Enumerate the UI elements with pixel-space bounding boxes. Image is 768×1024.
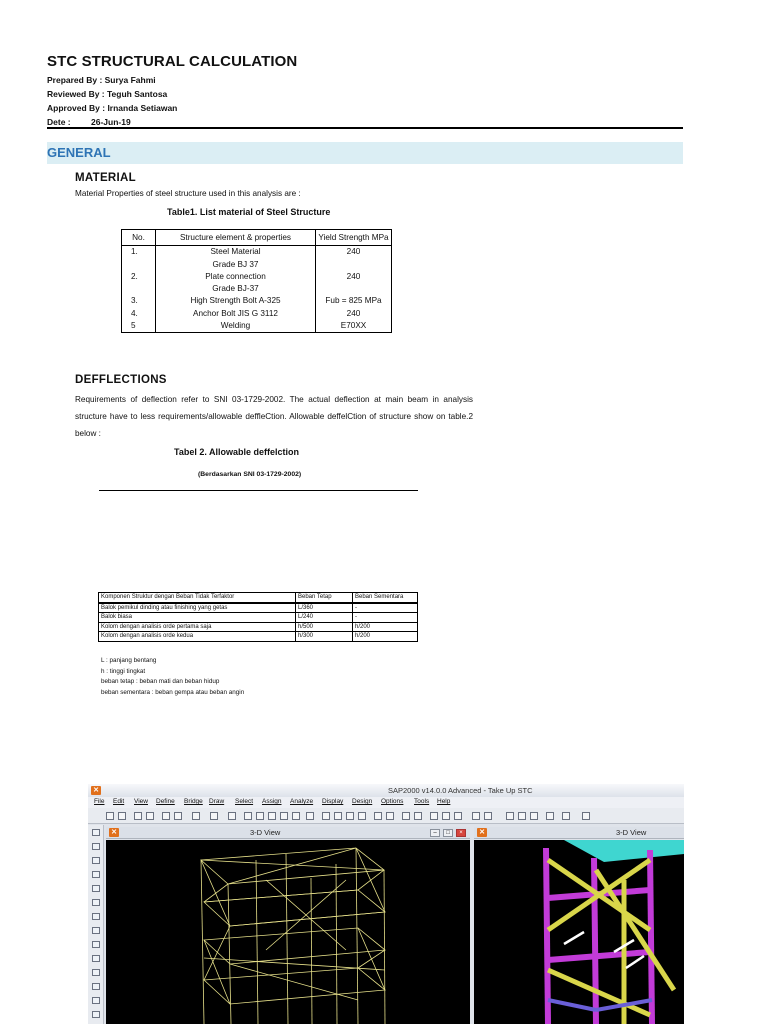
- menu-select[interactable]: Select: [235, 798, 254, 805]
- note-line: beban tetap : beban mati dan beban hidup: [101, 678, 220, 685]
- table2-header-sementara: Beban Sementara: [353, 593, 418, 603]
- monitor-icon[interactable]: [582, 812, 590, 820]
- left-pane-title: 3-D View: [250, 828, 281, 837]
- table1-cell-element: High Strength Bolt A-325: [156, 295, 316, 307]
- table-row: [99, 603, 418, 613]
- table1-cell-value: Fub = 825 MPa: [316, 295, 392, 307]
- table2-cell-component: Kolom dengan analisis orde pertama saja: [99, 622, 296, 632]
- date-value: 26-Jun-19: [91, 117, 131, 127]
- table-row: [122, 295, 392, 307]
- table1-header-element: Structure element & properties: [156, 230, 316, 246]
- open-file-icon[interactable]: [118, 812, 126, 820]
- display-options-icon[interactable]: [402, 812, 410, 820]
- quick-frame-icon[interactable]: [92, 899, 100, 906]
- header-divider: [47, 127, 683, 129]
- material-table: [121, 229, 392, 333]
- table1-cell-value: 240: [316, 308, 392, 320]
- left-pane-header: [106, 827, 470, 839]
- plan-view-icon[interactable]: [530, 812, 538, 820]
- table2-header-component: Komponen Struktur dengan Beban Tidak Terfaktor: [99, 593, 296, 603]
- menu-assign[interactable]: Assign: [262, 798, 282, 805]
- elevation-view-icon[interactable]: [546, 812, 554, 820]
- deflections-paragraph: Requirements of deflection refer to SNI 03-1729-2002. The actual deflection at main beam in analysis structure have to less requirements/allowable deffleCtion. Allowable deffelCtion of structure show on table.2 below :: [75, 395, 473, 438]
- sap2000-window: [88, 784, 684, 1024]
- material-intro: Material Properties of steel structure used in this analysis are :: [75, 189, 301, 198]
- table1-caption: Table1. List material of Steel Structure: [167, 207, 331, 217]
- prepared-by: Prepared By : Surya Fahmi: [47, 75, 156, 85]
- table1-cell-value: 240: [316, 271, 392, 283]
- undo-icon[interactable]: [162, 812, 170, 820]
- deflection-notes: [101, 656, 244, 698]
- rubber-band-zoom-icon[interactable]: [244, 812, 252, 820]
- approved-by: Approved By : Irnanda Setiawan: [47, 103, 178, 113]
- deflection-table: [98, 592, 418, 642]
- section-general: [47, 142, 683, 164]
- 3d-view-icon[interactable]: [306, 812, 314, 820]
- frame-icon[interactable]: [484, 812, 492, 820]
- table-row: [122, 283, 392, 295]
- table1-cell-element: Steel Material: [156, 246, 316, 259]
- table-row: [122, 320, 392, 333]
- up-arrow-icon[interactable]: [374, 812, 382, 820]
- sap-left-toolbar: [88, 825, 104, 1024]
- table2-cell-sementara: -: [353, 603, 418, 613]
- table2-subcaption: (Berdasarkan SNI 03-1729-2002): [198, 471, 302, 478]
- table-row: [99, 632, 418, 642]
- sap-window-title: SAP2000 v14.0.0 Advanced - Take Up STC: [388, 786, 533, 795]
- note-line: h : tinggi tingkat: [101, 667, 146, 675]
- minimize-icon[interactable]: –: [430, 829, 440, 837]
- table1-cell-element: Plate connection: [156, 271, 316, 283]
- deflections-heading: DEFFLECTIONS: [75, 374, 167, 386]
- right-pane-header: [474, 827, 684, 839]
- select-all-icon[interactable]: [92, 969, 100, 976]
- run-analysis-icon[interactable]: [228, 812, 236, 820]
- yz-view-icon[interactable]: [346, 812, 354, 820]
- show-stress-icon[interactable]: [454, 812, 462, 820]
- note-line: beban sementara : beban gempa atau beban angin: [101, 688, 245, 696]
- right-3d-view[interactable]: [474, 840, 684, 1024]
- table1-cell-element: Grade BJ-37: [156, 283, 316, 295]
- draw-joint-icon[interactable]: [92, 857, 100, 864]
- table2-header-tetap: Beban Tetap: [296, 593, 353, 603]
- wireframe-model: [106, 840, 470, 1024]
- draw-shell-icon[interactable]: [92, 927, 100, 934]
- material-heading: MATERIAL: [75, 172, 136, 184]
- new-file-icon[interactable]: [106, 812, 114, 820]
- grid-icon[interactable]: [518, 812, 526, 820]
- zoom-full-icon[interactable]: [256, 812, 264, 820]
- rendered-model: [474, 840, 684, 1024]
- table1-cell-no: 5: [122, 320, 156, 333]
- table2-cell-tetap: h/300: [296, 632, 353, 642]
- table1-cell-element: Welding: [156, 320, 316, 333]
- sap-app-icon: ✕: [91, 786, 101, 795]
- left-3d-view[interactable]: [106, 840, 470, 1024]
- down-arrow-icon[interactable]: [386, 812, 394, 820]
- table1-cell-element: Anchor Bolt JIS G 3112: [156, 308, 316, 320]
- clear-selection-icon[interactable]: [92, 997, 100, 1004]
- zoom-out-icon[interactable]: [280, 812, 288, 820]
- show-forces-icon[interactable]: [442, 812, 450, 820]
- table-row: [122, 259, 392, 271]
- table-row: [99, 622, 418, 632]
- draw-frame-icon[interactable]: [92, 871, 100, 878]
- table1-cell-no: [122, 283, 156, 295]
- right-pane-title: 3-D View: [616, 828, 647, 837]
- section-cut-icon[interactable]: [506, 812, 514, 820]
- close-icon[interactable]: ×: [456, 829, 466, 837]
- table2-cell-component: Balok pemikul dinding atau finishing yang getas: [99, 603, 296, 613]
- pane-app-icon: ✕: [109, 828, 119, 837]
- table1-cell-no: 4.: [122, 308, 156, 320]
- table1-cell-value: 240: [316, 246, 392, 259]
- table2-cell-tetap: h/500: [296, 622, 353, 632]
- table2-cell-tetap: L/360: [296, 603, 353, 613]
- note-line: L : panjang bentang: [101, 657, 157, 664]
- zoom-in-icon[interactable]: [268, 812, 276, 820]
- table-row: [122, 308, 392, 320]
- table-row: [122, 246, 392, 259]
- maximize-icon[interactable]: □: [443, 829, 453, 837]
- menu-tools[interactable]: Tools: [414, 798, 430, 805]
- draw-area-icon[interactable]: [92, 913, 100, 920]
- table2-cell-component: Kolom dengan analisis orde kedua: [99, 632, 296, 642]
- xy-view-icon[interactable]: [322, 812, 330, 820]
- menu-design[interactable]: Design: [352, 798, 373, 805]
- draw-link-icon[interactable]: [92, 955, 100, 962]
- reshape-icon[interactable]: [92, 843, 100, 850]
- nv-view-icon[interactable]: [358, 812, 366, 820]
- table1-cell-value: [316, 259, 392, 271]
- table1-cell-no: 2.: [122, 271, 156, 283]
- date-label: Dete :: [47, 117, 71, 127]
- table1-cell-element: Grade BJ 37: [156, 259, 316, 271]
- refresh-icon[interactable]: [414, 812, 422, 820]
- table2-cell-sementara: h/200: [353, 632, 418, 642]
- text-cursor-icon[interactable]: [562, 812, 570, 820]
- table1-header-yield: Yield Strength MPa: [316, 230, 392, 246]
- save-icon[interactable]: [134, 812, 142, 820]
- menu-options[interactable]: Options: [381, 798, 404, 805]
- menu-draw[interactable]: Draw: [209, 798, 225, 805]
- draw-solid-icon[interactable]: [92, 941, 100, 948]
- previous-selection-icon[interactable]: [92, 983, 100, 990]
- design-icon[interactable]: [472, 812, 480, 820]
- reviewed-by: Reviewed By : Teguh Santosa: [47, 89, 168, 99]
- deformed-shape-icon[interactable]: [430, 812, 438, 820]
- menu-define[interactable]: Define: [156, 798, 175, 805]
- menu-view[interactable]: View: [134, 798, 148, 805]
- menu-analyze[interactable]: Analyze: [290, 798, 314, 805]
- section-general-heading: GENERAL: [47, 145, 111, 160]
- table1-cell-no: 3.: [122, 295, 156, 307]
- sap-title-bar: [88, 784, 684, 797]
- lock-icon[interactable]: [210, 812, 218, 820]
- xz-view-icon[interactable]: [334, 812, 342, 820]
- table-row: [122, 271, 392, 283]
- table2-cell-component: Balok biasa: [99, 613, 296, 623]
- document-title: STC STRUCTURAL CALCULATION: [47, 53, 298, 70]
- table1-header-no: No.: [122, 230, 156, 246]
- print-icon[interactable]: [146, 812, 154, 820]
- table1-cell-no: [122, 259, 156, 271]
- snap-icon[interactable]: [92, 1011, 100, 1018]
- menu-help[interactable]: Help: [437, 798, 451, 805]
- pane-app-icon: ✕: [477, 828, 487, 837]
- draw-cable-icon[interactable]: [92, 885, 100, 892]
- table-row: [99, 613, 418, 623]
- menu-file[interactable]: File: [94, 798, 105, 805]
- sap-menu-bar: [88, 797, 684, 808]
- pan-icon[interactable]: [292, 812, 300, 820]
- pointer-icon[interactable]: [92, 829, 100, 836]
- table1-cell-value: [316, 283, 392, 295]
- table2-caption: Tabel 2. Allowable deffelction: [174, 447, 300, 457]
- pencil-icon[interactable]: [192, 812, 200, 820]
- menu-edit[interactable]: Edit: [113, 798, 125, 805]
- table2-cell-sementara: h/200: [353, 622, 418, 632]
- redo-icon[interactable]: [174, 812, 182, 820]
- sap-toolbar: [88, 808, 684, 824]
- menu-display[interactable]: Display: [322, 798, 344, 805]
- table2-cell-tetap: L/240: [296, 613, 353, 623]
- table2-divider: [99, 490, 418, 491]
- table2-cell-sementara: -: [353, 613, 418, 623]
- menu-bridge[interactable]: Bridge: [184, 798, 203, 805]
- table1-cell-no: 1.: [122, 246, 156, 259]
- table1-cell-value: E70XX: [316, 320, 392, 333]
